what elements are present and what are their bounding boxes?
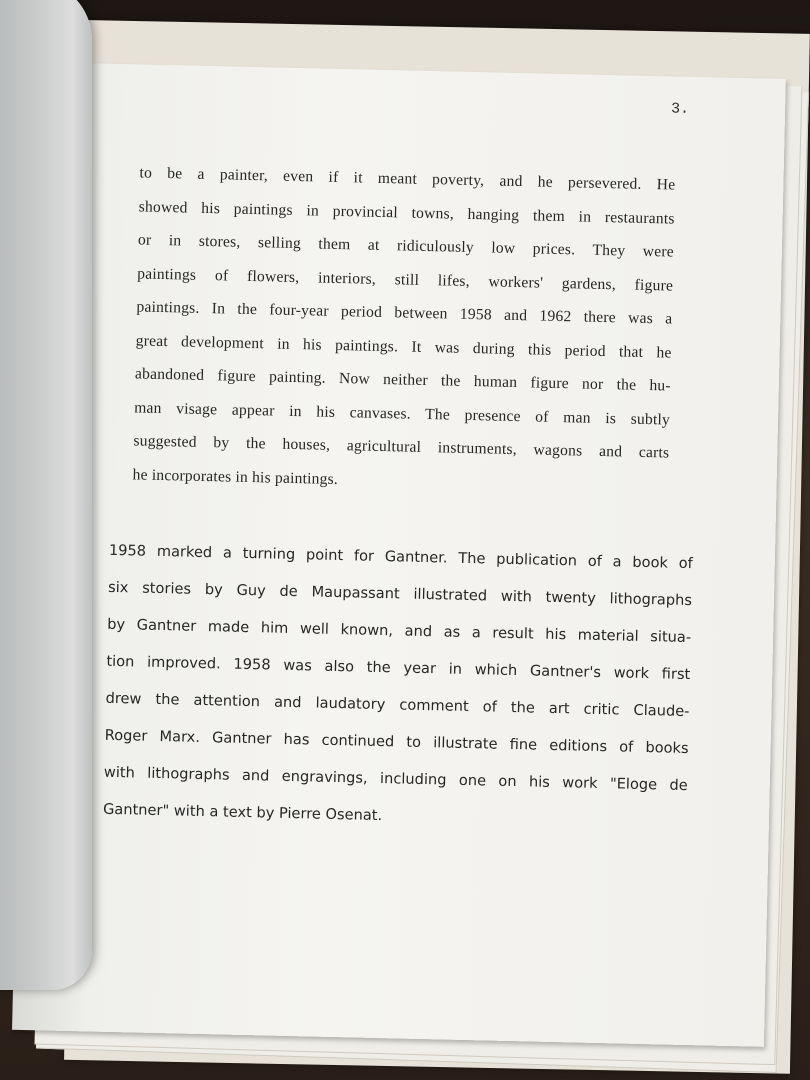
text-line: six stories by Guy de Maupassant illustrated with twenty lithographs [107, 578, 693, 610]
text-line: suggested by the houses, agricultural instruments, wagons and carts [133, 432, 670, 462]
text-line: he incorporates in his paintings. [132, 465, 339, 488]
text-line: man visage appear in his canvases. The presence of man is subtly [133, 398, 671, 429]
text-line: 1958 marked a turning point for Gantner. The publication of a book of [108, 541, 693, 573]
text-line: to be a painter, even if it meant poverty, and he persevered. He [139, 164, 676, 194]
text-line: by Gantner made him well known, and as a result his material situa- [107, 615, 692, 647]
booklet-cover-flap [0, 0, 92, 990]
document-page [12, 62, 786, 1047]
text-line: paintings of flowers, interiors, still lifes, workers' gardens, figure [137, 264, 674, 295]
text-line: Gantner" with a text by Pierre Osenat. [102, 800, 383, 825]
paragraph-1 [132, 156, 675, 503]
text-line: Roger Marx. Gantner has continued to illustrate fine editions of books [104, 726, 689, 758]
text-line: tion improved. 1958 was also the year in which Gantner's work first [106, 652, 691, 684]
text-line: abandoned figure painting. Now neither the human figure nor the hu- [134, 365, 672, 395]
text-line: with lithographs and engravings, including one on his work "Eloge de [103, 763, 688, 795]
text-line: drew the attention and laudatory comment of the art critic Claude- [105, 689, 690, 721]
text-line: showed his paintings in provincial towns, hanging them in restaurants [138, 197, 675, 228]
page-number: 3. [670, 100, 690, 118]
text-line: great development in his paintings. It was during this period that he [135, 331, 672, 362]
text-line: or in stores, selling them at ridiculously low prices. They were [137, 231, 675, 261]
text-line: paintings. In the four-year period between 1958 and 1962 there was a [136, 298, 673, 328]
paragraph-2 [103, 532, 694, 841]
